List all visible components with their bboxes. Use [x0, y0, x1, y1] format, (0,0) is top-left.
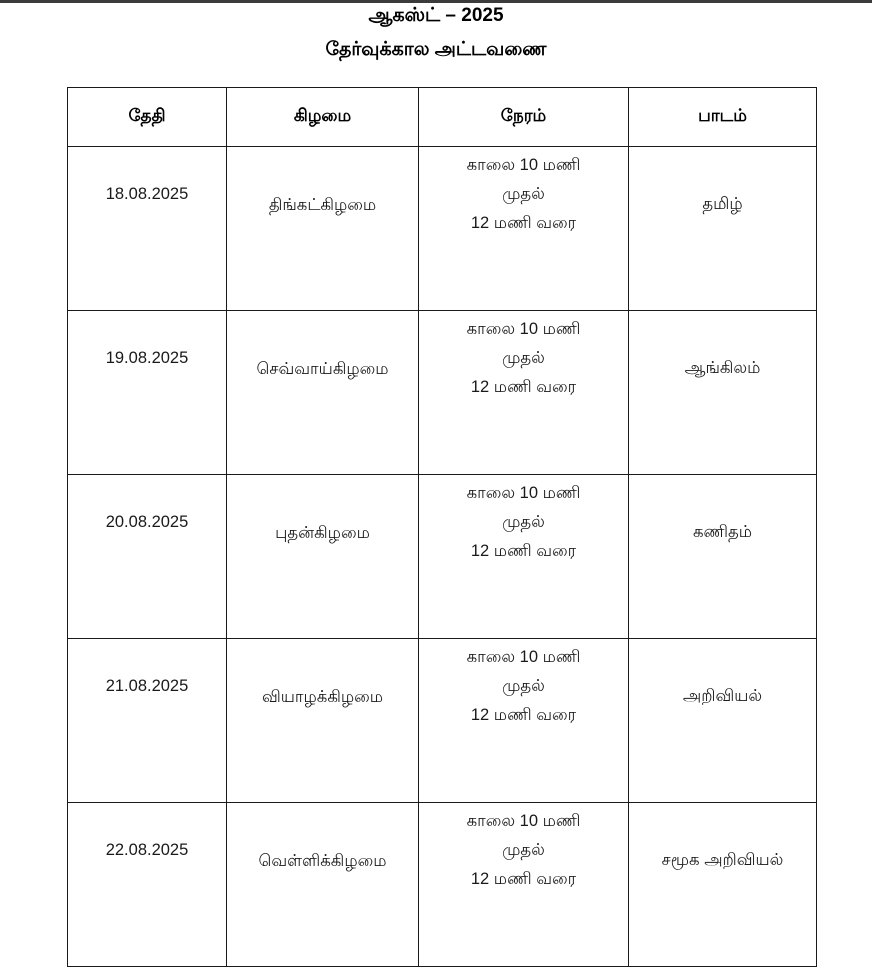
- day-cell: புதன்கிழமை: [227, 475, 419, 639]
- subject-cell: தமிழ்: [629, 147, 817, 311]
- header-day: கிழமை: [227, 88, 419, 147]
- time-from: முதல்: [502, 841, 545, 859]
- document-subtitle: தேர்வுக்கால அட்டவணை: [325, 39, 547, 60]
- time-end: 12 மணி வரை: [470, 378, 577, 396]
- subject-cell: ஆங்கிலம்: [629, 311, 817, 475]
- time-from: முதல்: [502, 677, 545, 695]
- time-cell: [419, 475, 629, 639]
- day-cell: செவ்வாய்கிழமை: [227, 311, 419, 475]
- header-subject: பாடம்: [629, 88, 817, 147]
- table-header-row: [68, 88, 817, 147]
- time-start: காலை 10 மணி: [466, 320, 581, 338]
- time-start: காலை 10 மணி: [466, 648, 581, 666]
- subject-cell: சமூக அறிவியல்: [629, 803, 817, 967]
- header-time: நேரம்: [419, 88, 629, 147]
- time-cell: [419, 147, 629, 311]
- time-cell: [419, 311, 629, 475]
- header-date: தேதி: [68, 88, 227, 147]
- time-start: காலை 10 மணி: [466, 484, 581, 502]
- time-cell: [419, 639, 629, 803]
- time-end: 12 மணி வரை: [470, 542, 577, 560]
- time-from: முதல்: [502, 513, 545, 531]
- time-from: முதல்: [502, 185, 545, 203]
- time-cell: [419, 803, 629, 967]
- table-row: [68, 311, 817, 475]
- date-cell: 20.08.2025: [68, 475, 227, 639]
- date-cell: 18.08.2025: [68, 147, 227, 311]
- document-title: ஆகஸ்ட் – 2025: [368, 5, 504, 26]
- time-from: முதல்: [502, 349, 545, 367]
- time-end: 12 மணி வரை: [470, 870, 577, 888]
- time-end: 12 மணி வரை: [470, 214, 577, 232]
- day-cell: வியாழக்கிழமை: [227, 639, 419, 803]
- date-cell: 22.08.2025: [68, 803, 227, 967]
- table-row: [68, 803, 817, 967]
- day-cell: திங்கட்கிழமை: [227, 147, 419, 311]
- time-start: காலை 10 மணி: [466, 156, 581, 174]
- date-cell: 19.08.2025: [68, 311, 227, 475]
- table-row: [68, 147, 817, 311]
- exam-schedule-table: [67, 87, 817, 967]
- table-row: [68, 639, 817, 803]
- top-edge-bar: [0, 0, 872, 3]
- time-end: 12 மணி வரை: [470, 706, 577, 724]
- time-start: காலை 10 மணி: [466, 812, 581, 830]
- subject-cell: அறிவியல்: [629, 639, 817, 803]
- subject-cell: கணிதம்: [629, 475, 817, 639]
- day-cell: வெள்ளிக்கிழமை: [227, 803, 419, 967]
- date-cell: 21.08.2025: [68, 639, 227, 803]
- table-row: [68, 475, 817, 639]
